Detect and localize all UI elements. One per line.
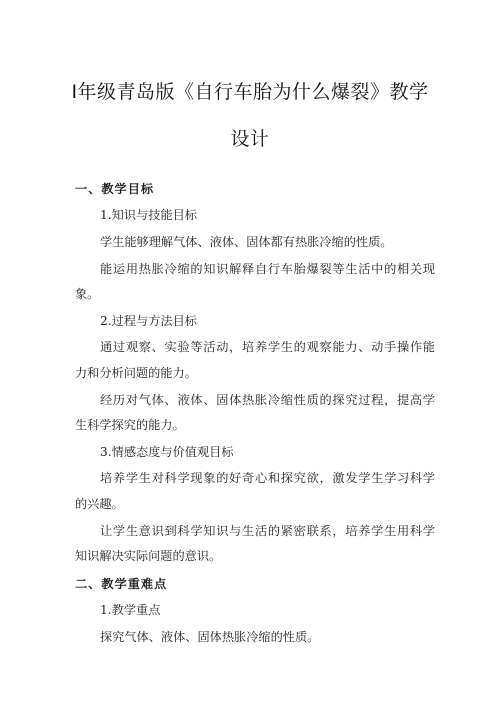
document-title-line-1: Ⅰ年级青岛版《自行车胎为什么爆裂》教学 bbox=[71, 81, 429, 103]
paragraph-line: 培养学生对科学现象的好奇心和探究欲，激发学生学习科学 bbox=[100, 471, 435, 485]
paragraph-line: 象。 bbox=[75, 287, 100, 301]
paragraph-line: 生科学探究的能力。 bbox=[75, 418, 185, 432]
paragraph-line: 通过观察、实验等活动，培养学生的观察能力、动手操作能 bbox=[100, 340, 435, 354]
document-title-line-2: 设计 bbox=[230, 128, 270, 150]
paragraph-line: 让学生意识到科学知识与生活的紧密联系，培养学生用科学 bbox=[100, 524, 435, 538]
paragraph-line: 的兴趣。 bbox=[75, 497, 124, 511]
subheading-process-methods: 2.过程与方法目标 bbox=[100, 314, 197, 328]
paragraph-line: 力和分析问题的能力。 bbox=[75, 366, 197, 380]
paragraph-line: 探究气体、液体、固体热胀冷缩的性质。 bbox=[100, 630, 320, 644]
subheading-teaching-focus: 1.教学重点 bbox=[100, 603, 161, 617]
paragraph-line: 知识解决实际问题的意识。 bbox=[75, 549, 222, 563]
paragraph-line: 能运用热胀冷缩的知识解释自行车胎爆裂等生活中的相关现 bbox=[100, 262, 435, 276]
paragraph-line: 经历对气体、液体、固体热胀冷缩性质的探究过程，提高学 bbox=[100, 393, 435, 407]
section-heading-teaching-goals: 一、教学目标 bbox=[75, 182, 155, 196]
paragraph-line: 学生能够理解气体、液体、固体都有热胀冷缩的性质。 bbox=[100, 235, 393, 249]
subheading-knowledge-skills: 1.知识与技能目标 bbox=[100, 208, 197, 222]
subheading-emotions-values: 3.情感态度与价值观目标 bbox=[100, 445, 234, 459]
section-heading-key-difficulties: 二、教学重难点 bbox=[75, 577, 168, 591]
